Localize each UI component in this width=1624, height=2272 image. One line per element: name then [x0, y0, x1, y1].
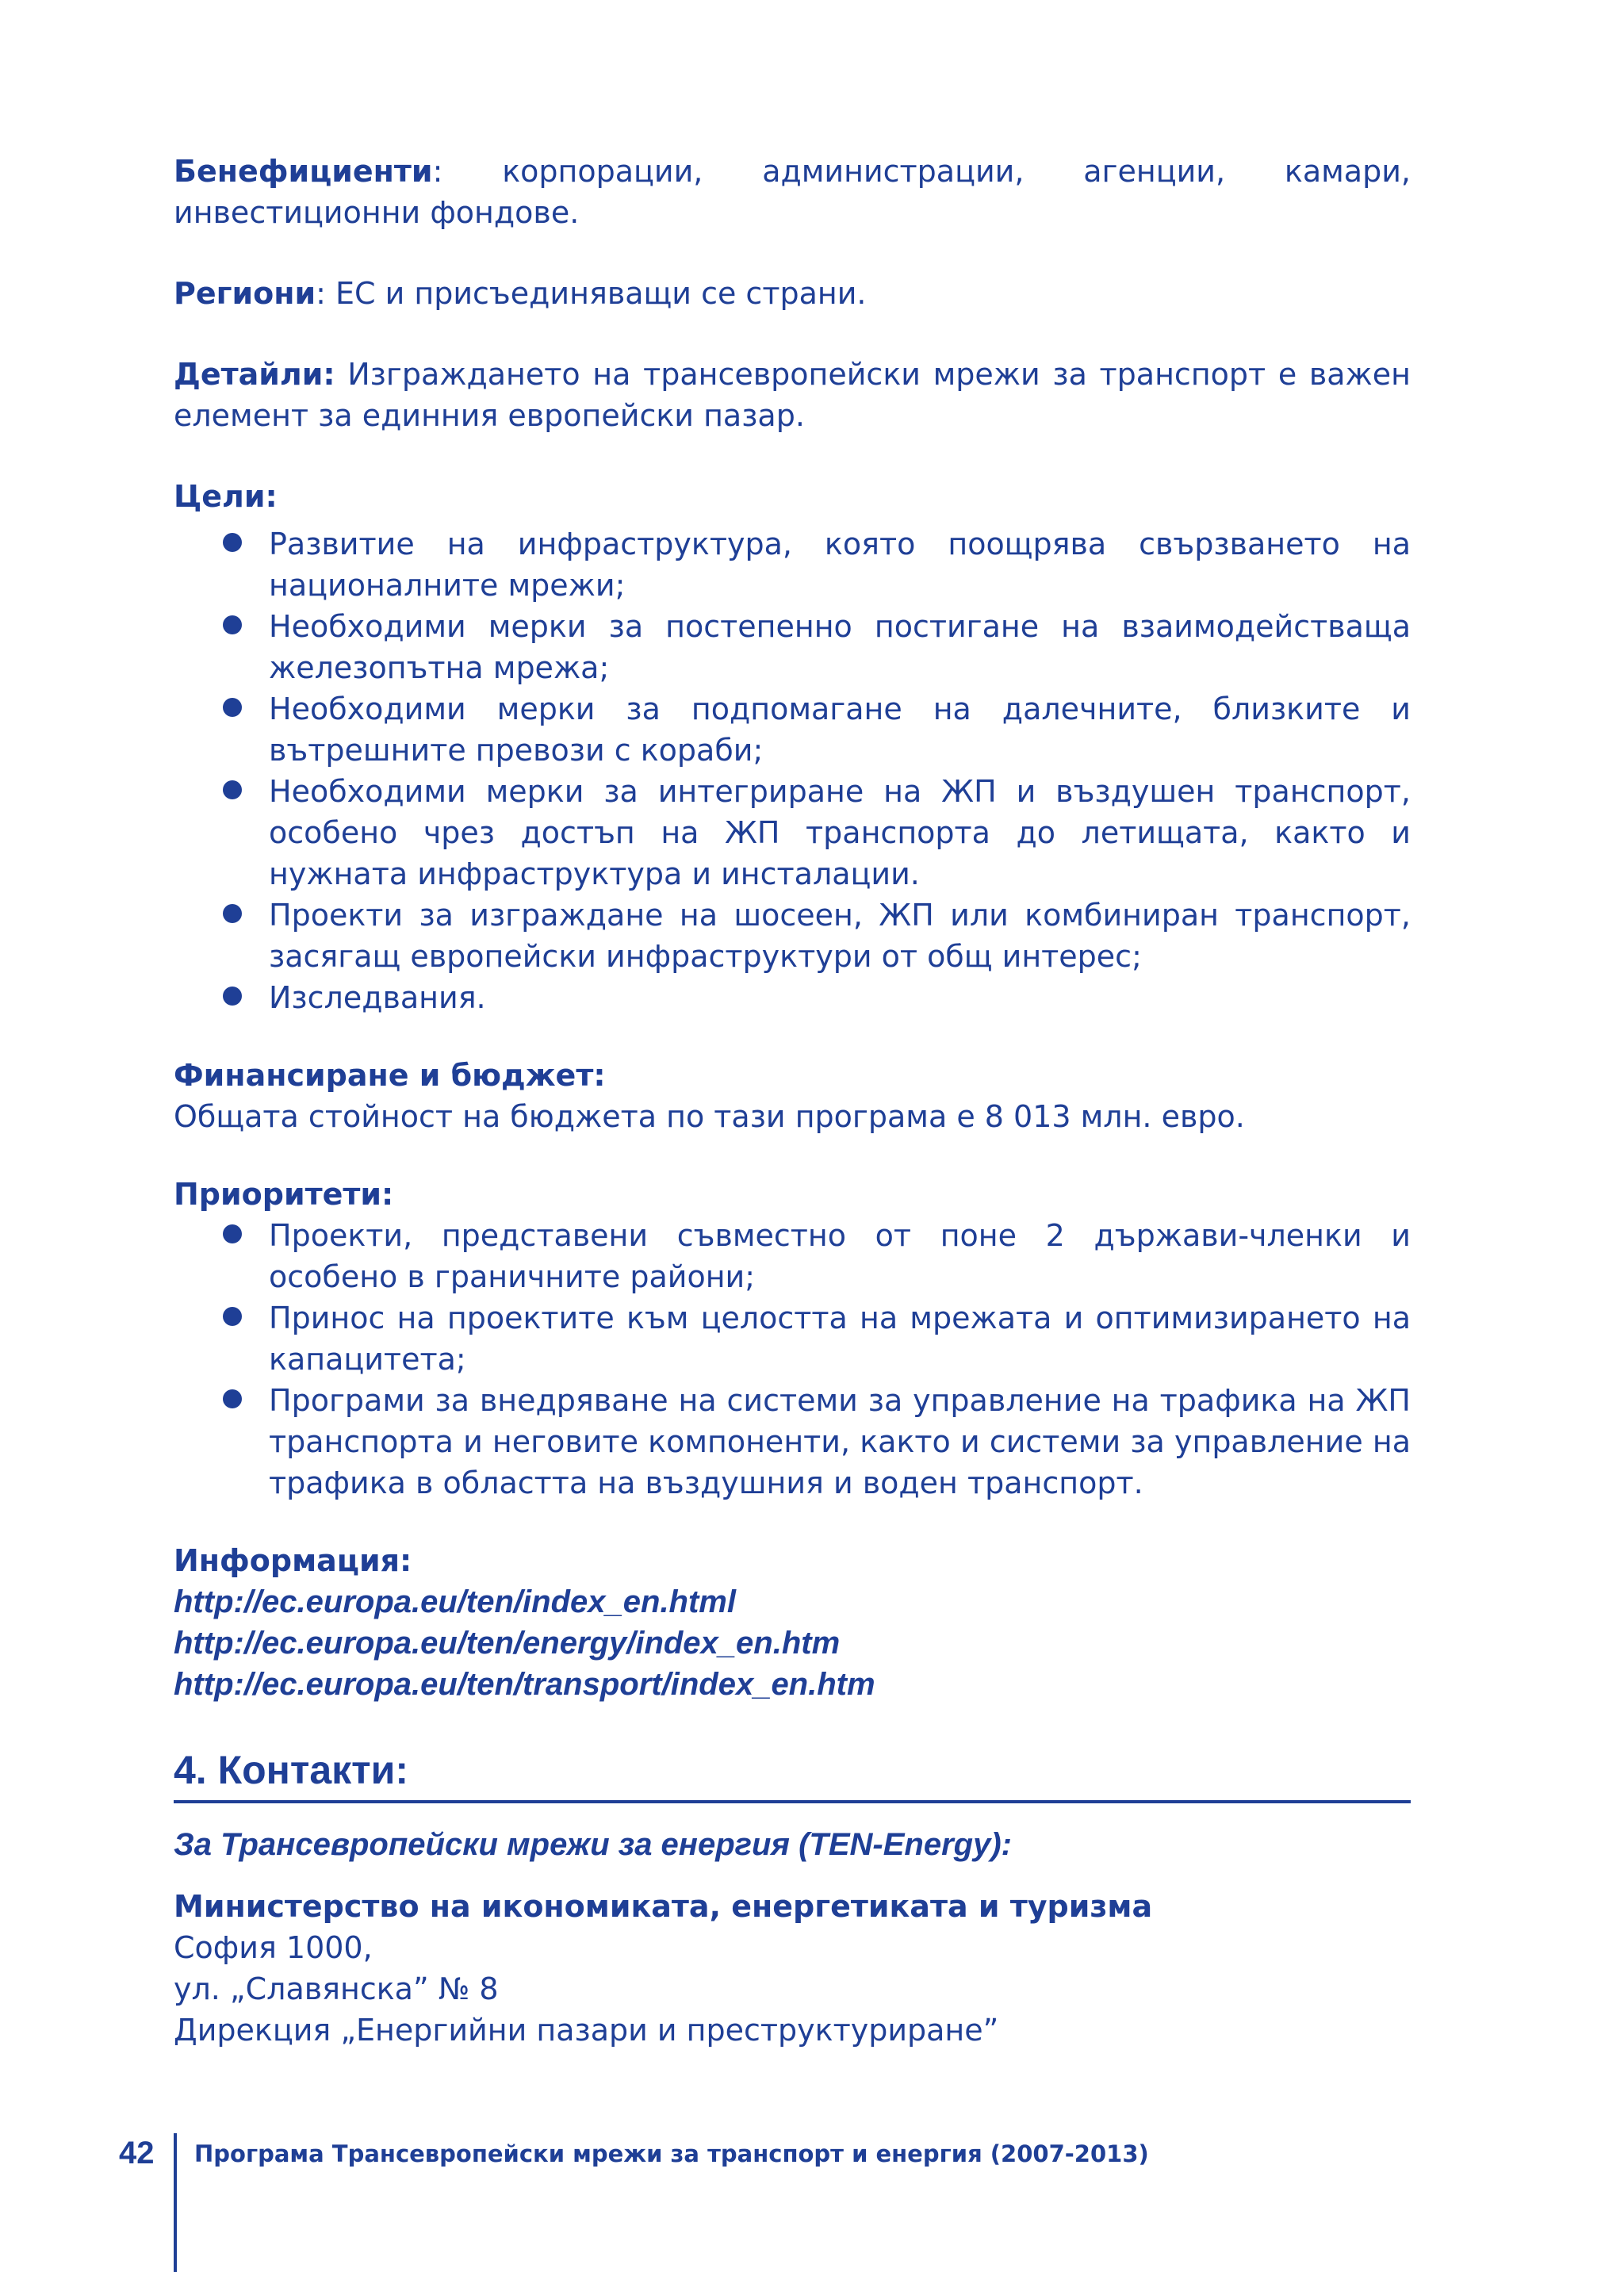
bullet-icon	[223, 698, 242, 717]
funding-heading: Финансиране и бюджет:	[174, 1058, 606, 1093]
goals-list	[174, 523, 1411, 1018]
goals-list-item: Проекти за изграждане на шосеен, ЖП или комбиниран транспорт, засягащ европейски инфраструктури от общ интерес;	[174, 895, 1411, 977]
bullet-icon	[223, 533, 242, 552]
information-heading: Информация:	[174, 1543, 412, 1578]
goals-heading: Цели:	[174, 479, 278, 514]
priorities-heading: Приоритети:	[174, 1177, 394, 1212]
address-line: ул. „Славянска” № 8	[174, 1971, 499, 2006]
beneficiaries-label: Бенефициенти	[174, 154, 433, 189]
beneficiaries-text: : корпорации, администрации, агенции, камари, инвестиционни фондове.	[174, 154, 1411, 230]
bullet-icon	[223, 1389, 242, 1408]
regions-label: Региони	[174, 276, 316, 311]
footer-title: Програма Трансевропейски мрежи за транспорт и енергия (2007-2013)	[194, 2140, 1149, 2167]
priorities-list-item: Принос на проектите към целостта на мрежата и оптимизирането на капацитета;	[174, 1297, 1411, 1380]
address-line: Дирекция „Енергийни пазари и преструктуриране”	[174, 2013, 999, 2048]
goals-list-item: Необходими мерки за постепенно постигане на взаимодействаща железопътна мрежа;	[174, 606, 1411, 688]
regions-text: : ЕС и присъединяващи се страни.	[316, 276, 867, 311]
details-label: Детайли:	[174, 357, 335, 392]
link-ten-energy[interactable]: http://ec.europa.eu/ten/energy/index_en.htm	[174, 1626, 841, 1661]
information-links	[174, 1581, 1411, 1705]
page-footer	[0, 2133, 1624, 2272]
goals-list-item: Необходими мерки за интегриране на ЖП и въздушен транспорт, особено чрез достъп на ЖП транспорта до летищата, както и нужната инфраструктура и инсталации.	[174, 771, 1411, 895]
details-paragraph	[174, 354, 1411, 436]
address-line: София 1000,	[174, 1930, 373, 1965]
beneficiaries-paragraph	[174, 151, 1411, 233]
link-ten-transport[interactable]: http://ec.europa.eu/ten/transport/index_en.htm	[174, 1667, 875, 1702]
bullet-icon	[223, 1224, 242, 1243]
goals-list-item: Изследвания.	[174, 977, 1411, 1018]
bullet-icon	[223, 904, 242, 923]
ministry-name: Министерство на икономиката, енергетиката и туризма	[174, 1889, 1153, 1924]
bullet-icon	[223, 780, 242, 799]
details-text: Изграждането на трансевропейски мрежи за транспорт е важен елемент за единния европейски пазар.	[174, 357, 1411, 433]
link-ten-index[interactable]: http://ec.europa.eu/ten/index_en.html	[174, 1584, 736, 1619]
section-title-contacts: 4. Контакти:	[174, 1745, 1411, 1803]
priorities-list-item: Проекти, представени съвместно от поне 2 държави-членки и особено в граничните райони;	[174, 1215, 1411, 1297]
goals-list-item: Необходими мерки за подпомагане на далечните, близките и вътрешните превози с кораби;	[174, 688, 1411, 771]
bullet-icon	[223, 1307, 242, 1326]
goals-list-item: Развитие на инфраструктура, която поощрява свързването на националните мрежи;	[174, 523, 1411, 606]
priorities-list-item: Програми за внедряване на системи за управление на трафика на ЖП транспорта и неговите компоненти, както и системи за управление на трафика в областта на въздушния и воден транспорт.	[174, 1380, 1411, 1504]
page-content	[174, 151, 1411, 2051]
funding-text: Общата стойност на бюджета по тази програма е 8 013 млн. евро.	[174, 1099, 1245, 1134]
priorities-list	[174, 1215, 1411, 1504]
bullet-icon	[223, 987, 242, 1006]
bullet-icon	[223, 615, 242, 634]
contacts-subhead: За Трансевропейски мрежи за енергия (TEN-Energy):	[174, 1827, 1012, 1862]
page-number: 42	[119, 2136, 155, 2170]
regions-paragraph	[174, 273, 1411, 314]
footer-divider	[174, 2133, 177, 2272]
